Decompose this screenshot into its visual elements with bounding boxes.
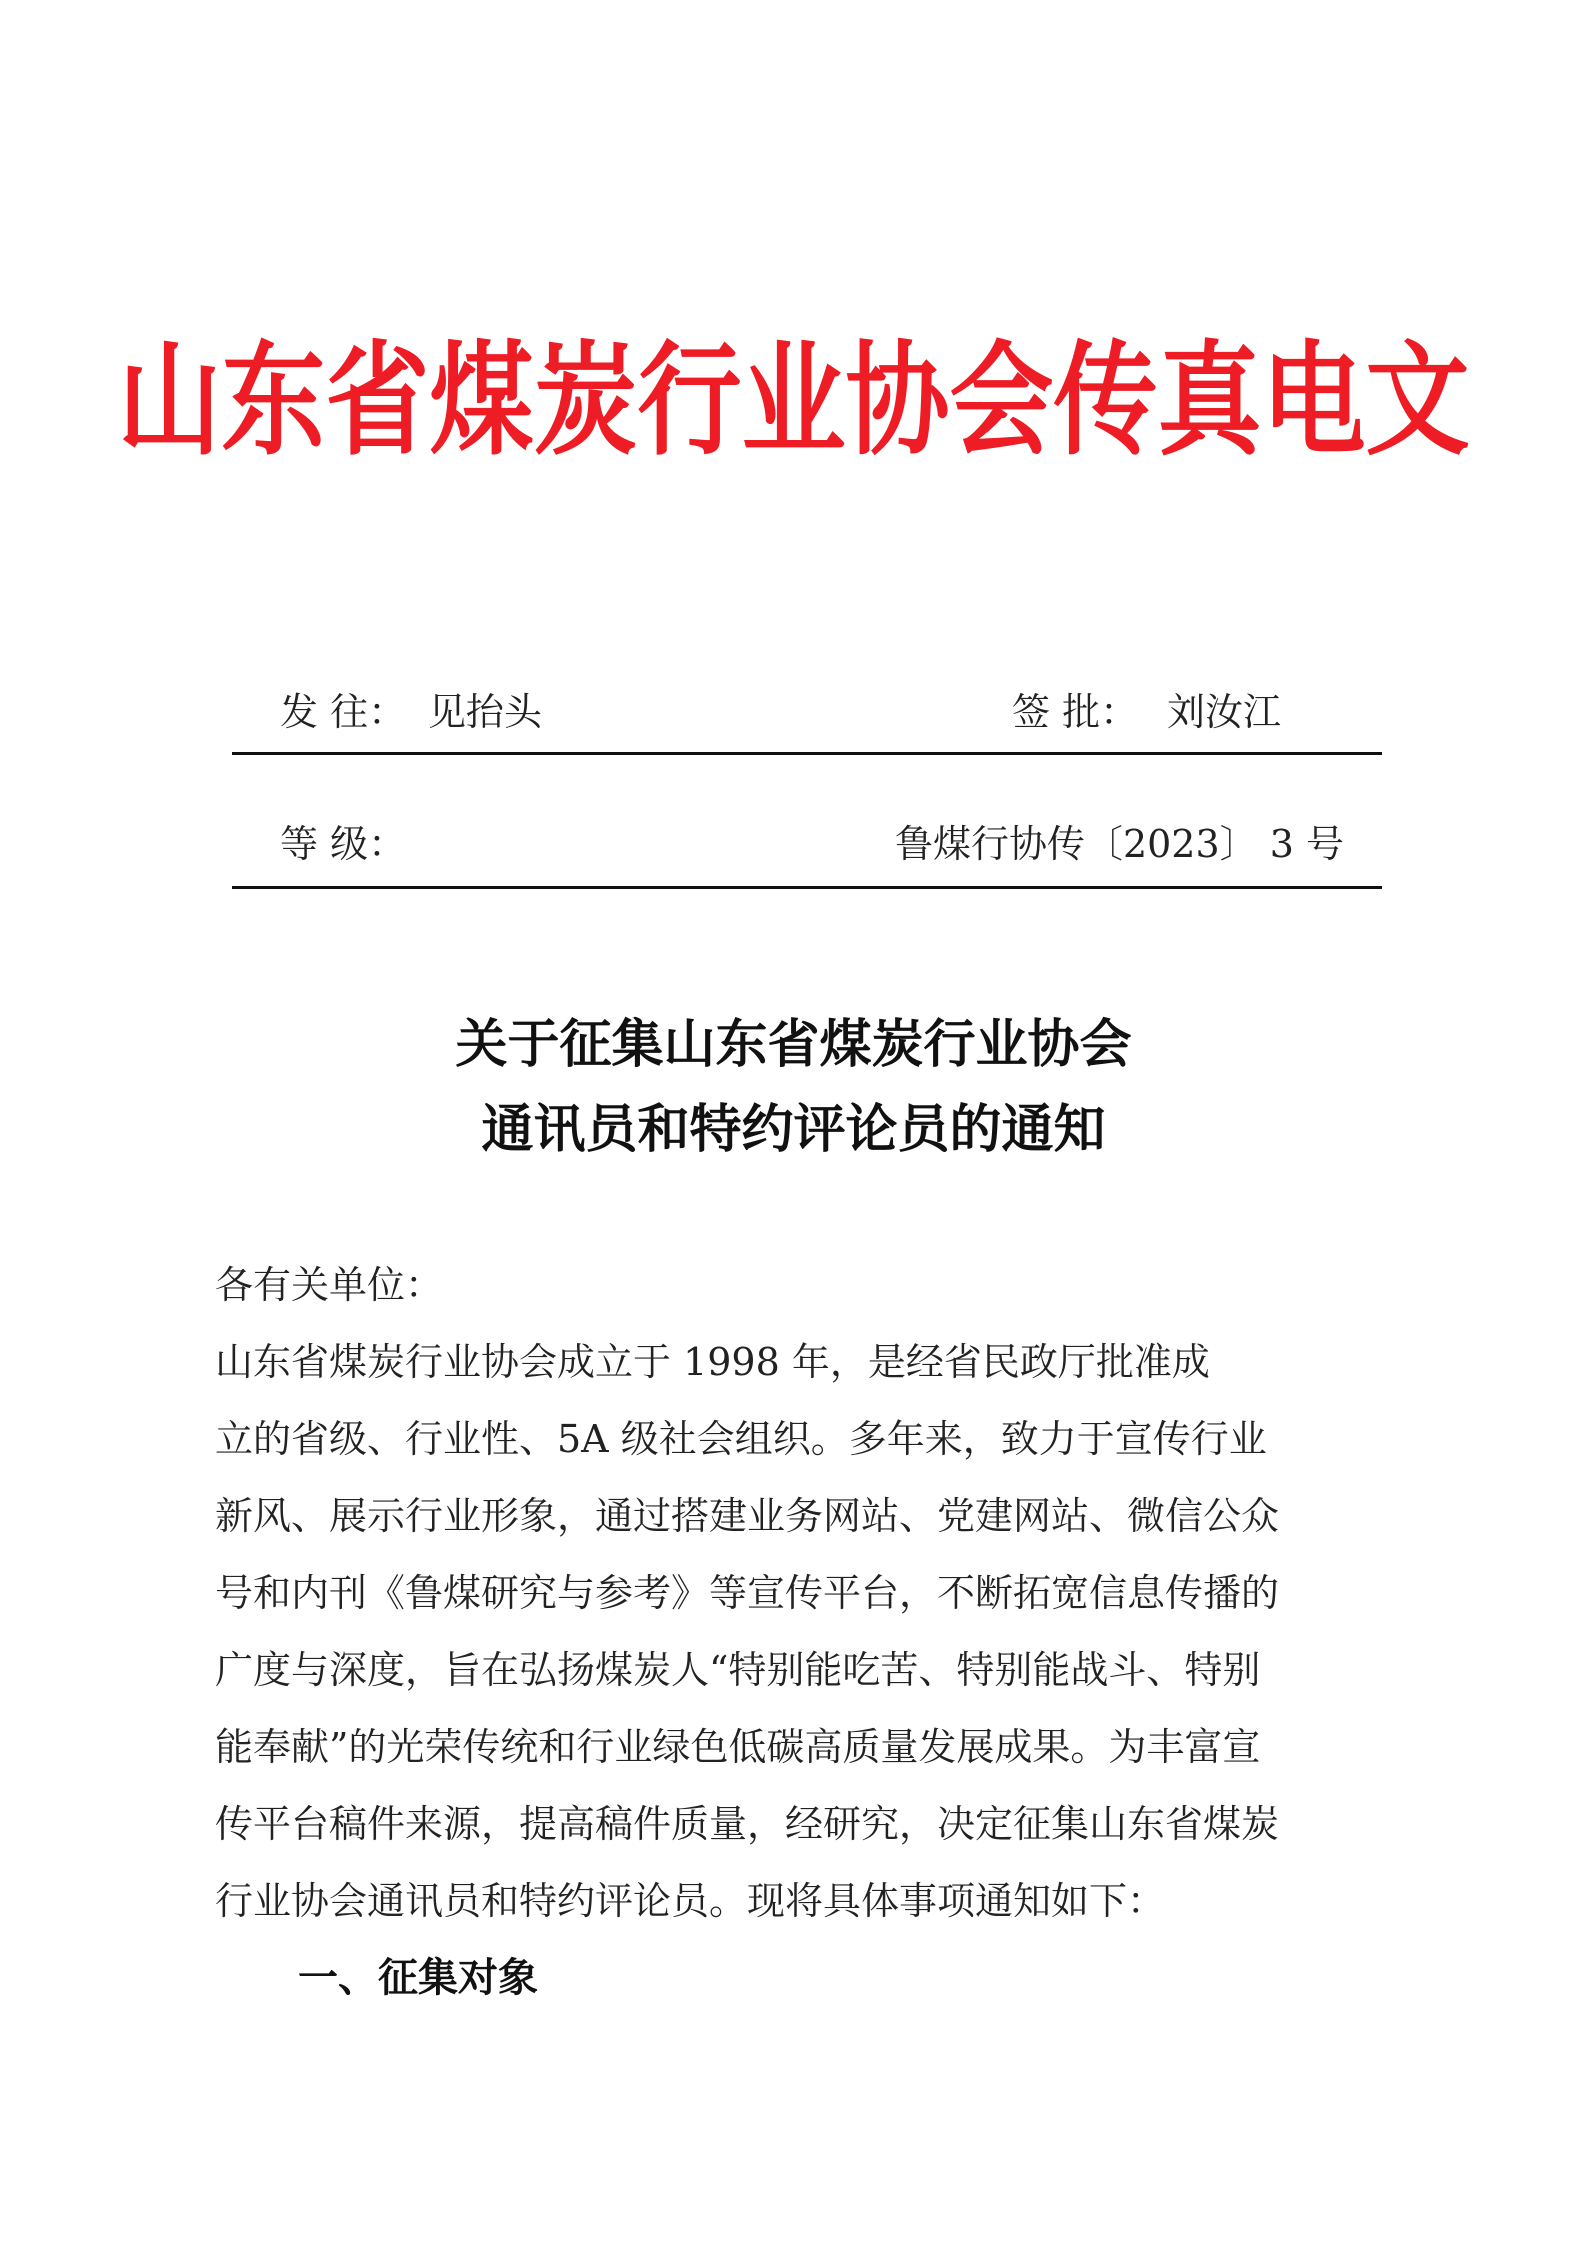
doc-number: 鲁煤行协传〔2023〕 3 号 <box>894 822 1344 866</box>
paragraph-line: 广度与深度，旨在弘扬煤炭人“特别能吃苦、特别能战斗、特别 <box>215 1648 1261 1692</box>
salutation: 各有关单位： <box>215 1263 444 1307</box>
paragraph-line: 新风、展示行业形象，通过搭建业务网站、党建网站、微信公众 <box>215 1494 1280 1538</box>
doc-title-line-1: 关于征集山东省煤炭行业协会 <box>455 1015 1132 1075</box>
masthead-title: 山东省煤炭行业协会传真电文 <box>117 328 1470 473</box>
meta-row-grade <box>232 812 1382 892</box>
send-to-value: 见抬头 <box>428 690 543 734</box>
send-to-label: 发 往： <box>280 690 407 734</box>
paragraph-line: 立的省级、行业性、5A 级社会组织。多年来，致力于宣传行业 <box>215 1417 1267 1461</box>
approve-label: 签 批： <box>1012 690 1139 734</box>
section-heading-1: 一、征集对象 <box>298 1955 538 2001</box>
paragraph-line: 行业协会通讯员和特约评论员。现将具体事项通知如下： <box>215 1879 1166 1923</box>
approve-value: 刘汝江 <box>1167 690 1282 734</box>
paragraph-line: 能奉献”的光荣传统和行业绿色低碳高质量发展成果。为丰富宣 <box>215 1725 1261 1769</box>
grade-label: 等 级： <box>280 822 407 866</box>
meta-divider-2 <box>232 886 1382 889</box>
meta-divider-1 <box>232 752 1382 755</box>
paragraph-line: 号和内刊《鲁煤研究与参考》等宣传平台，不断拓宽信息传播的 <box>215 1571 1280 1615</box>
paragraph-line: 传平台稿件来源，提高稿件质量，经研究，决定征集山东省煤炭 <box>215 1802 1280 1846</box>
doc-title-line-2: 通讯员和特约评论员的通知 <box>481 1100 1106 1160</box>
meta-row-send <box>232 680 1382 760</box>
paragraph-line: 山东省煤炭行业协会成立于 1998 年，是经省民政厅批准成 <box>215 1340 1210 1384</box>
